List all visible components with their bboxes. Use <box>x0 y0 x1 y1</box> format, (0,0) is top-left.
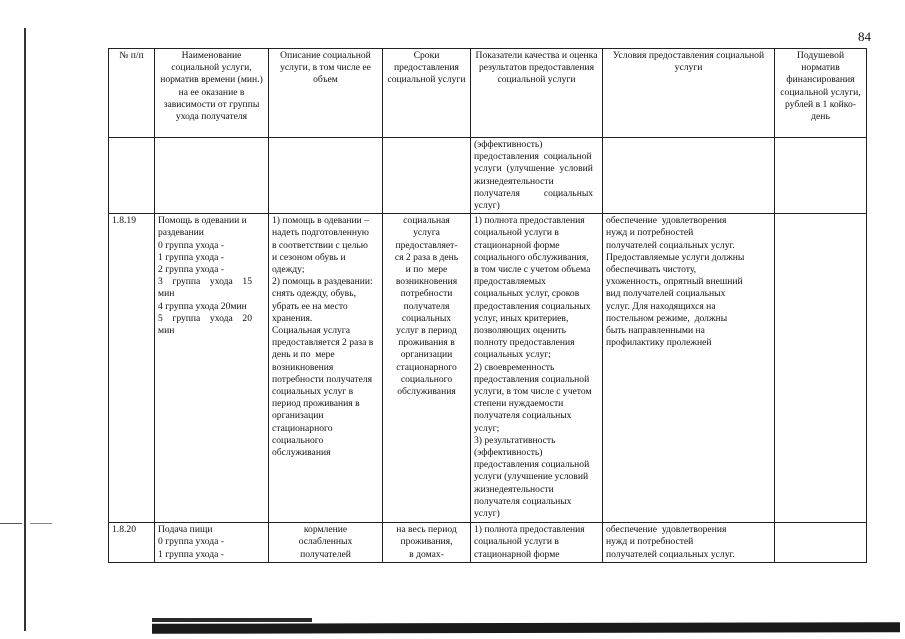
header-number: № п/п <box>109 49 155 138</box>
cell-terms <box>383 138 471 214</box>
scan-left-tick-2 <box>30 523 52 524</box>
header-terms: Сроки предоставления социальной услуги <box>383 49 471 138</box>
cell-quality: (эффективность) предоставления социальной услуги (улучшение условий жизнедеятельности получателя социальных услуг) <box>471 138 603 214</box>
cell-conditions <box>603 138 775 214</box>
page-number: 84 <box>858 29 871 44</box>
cell-description: 1) помощь в одевании – надеть подготовленную в соответствии с целью и сезоном обувь и одежду; 2) помощь в раздевании: снять одежду, обувь, убрать ее на место хранения. Социальная услуга предоставляется 2 раза в день и по мере возникновения потребности получателя социальных услуг в период проживания в организации стационарного социального обслуживания <box>269 214 383 523</box>
cell-service-name: Помощь в одевании и раздевании 0 группа ухода - 1 группа ухода - 2 группа ухода - 3 группа ухода 15 мин 4 группа ухода 20мин 5 группа ухода 20 мин <box>155 214 269 523</box>
scan-bottom-shadow <box>152 618 312 622</box>
cell-quality: 1) полнота предоставления социальной услуги в стационарной форме <box>471 523 603 563</box>
cell-norm <box>775 214 867 523</box>
scan-left-edge-mark <box>24 28 26 631</box>
cell-norm <box>775 523 867 563</box>
cell-service-name <box>155 138 269 214</box>
table-row <box>109 214 867 523</box>
cell-conditions: обеспечение удовлетворения нужд и потребностей получателей социальных услуг. Предоставляемые услуги должны обеспечивать чистоту, ухоженность, опрятный внешний вид получателей социальных услуг. Для находящихся на постельном режиме, должны быть направленными на профилактику пролежней <box>603 214 775 523</box>
cell-number: 1.8.20 <box>109 523 155 563</box>
table-row <box>109 523 867 563</box>
cell-terms: на весь период проживания, в домах- <box>383 523 471 563</box>
header-norm: Подушевой норматив финансирования социальной услуги, рублей в 1 койко-день <box>775 49 867 138</box>
header-description: Описание социальной услуги, в том числе ее объем <box>269 49 383 138</box>
cell-quality: 1) полнота предоставления социальной услуги в стационарной форме социального обслуживания, в том числе с учетом объема предоставляемых социальных услуг, сроков предоставления социальных услуг, иных критериев, позволяющих оценить полноту предоставления социальных услуг; 2) своевременность предоставления социальной услуги, в том числе с учетом степени нуждаемости получателя социальных услуг; 3) результативность (эффективность) предоставления социальной услуги (улучшение условий жизнедеятельности получателя социальных услуг) <box>471 214 603 523</box>
header-row <box>109 49 867 138</box>
services-table <box>108 48 867 563</box>
cell-norm <box>775 138 867 214</box>
cell-number: 1.8.19 <box>109 214 155 523</box>
scan-bottom-edge <box>152 622 900 634</box>
cell-terms: социальная услуга предоставляет- ся 2 раза в день и по мере возникновения потребности получателя социальных услуг в период проживания в организации стационарного социального обслуживания <box>383 214 471 523</box>
cell-service-name: Подача пищи 0 группа ухода - 1 группа ухода - <box>155 523 269 563</box>
header-service-name: Наименование социальной услуги, норматив времени (мин.) на ее оказание в зависимости от группы ухода получателя <box>155 49 269 138</box>
header-quality: Показатели качества и оценка результатов предоставления социальной услуги <box>471 49 603 138</box>
header-conditions: Условия предоставления социальной услуги <box>603 49 775 138</box>
table-row <box>109 138 867 214</box>
cell-conditions: обеспечение удовлетворения нужд и потребностей получателей социальных услуг. <box>603 523 775 563</box>
scan-left-tick <box>0 523 22 524</box>
cell-description <box>269 138 383 214</box>
cell-number <box>109 138 155 214</box>
cell-description: кормление ослабленных получателей <box>269 523 383 563</box>
